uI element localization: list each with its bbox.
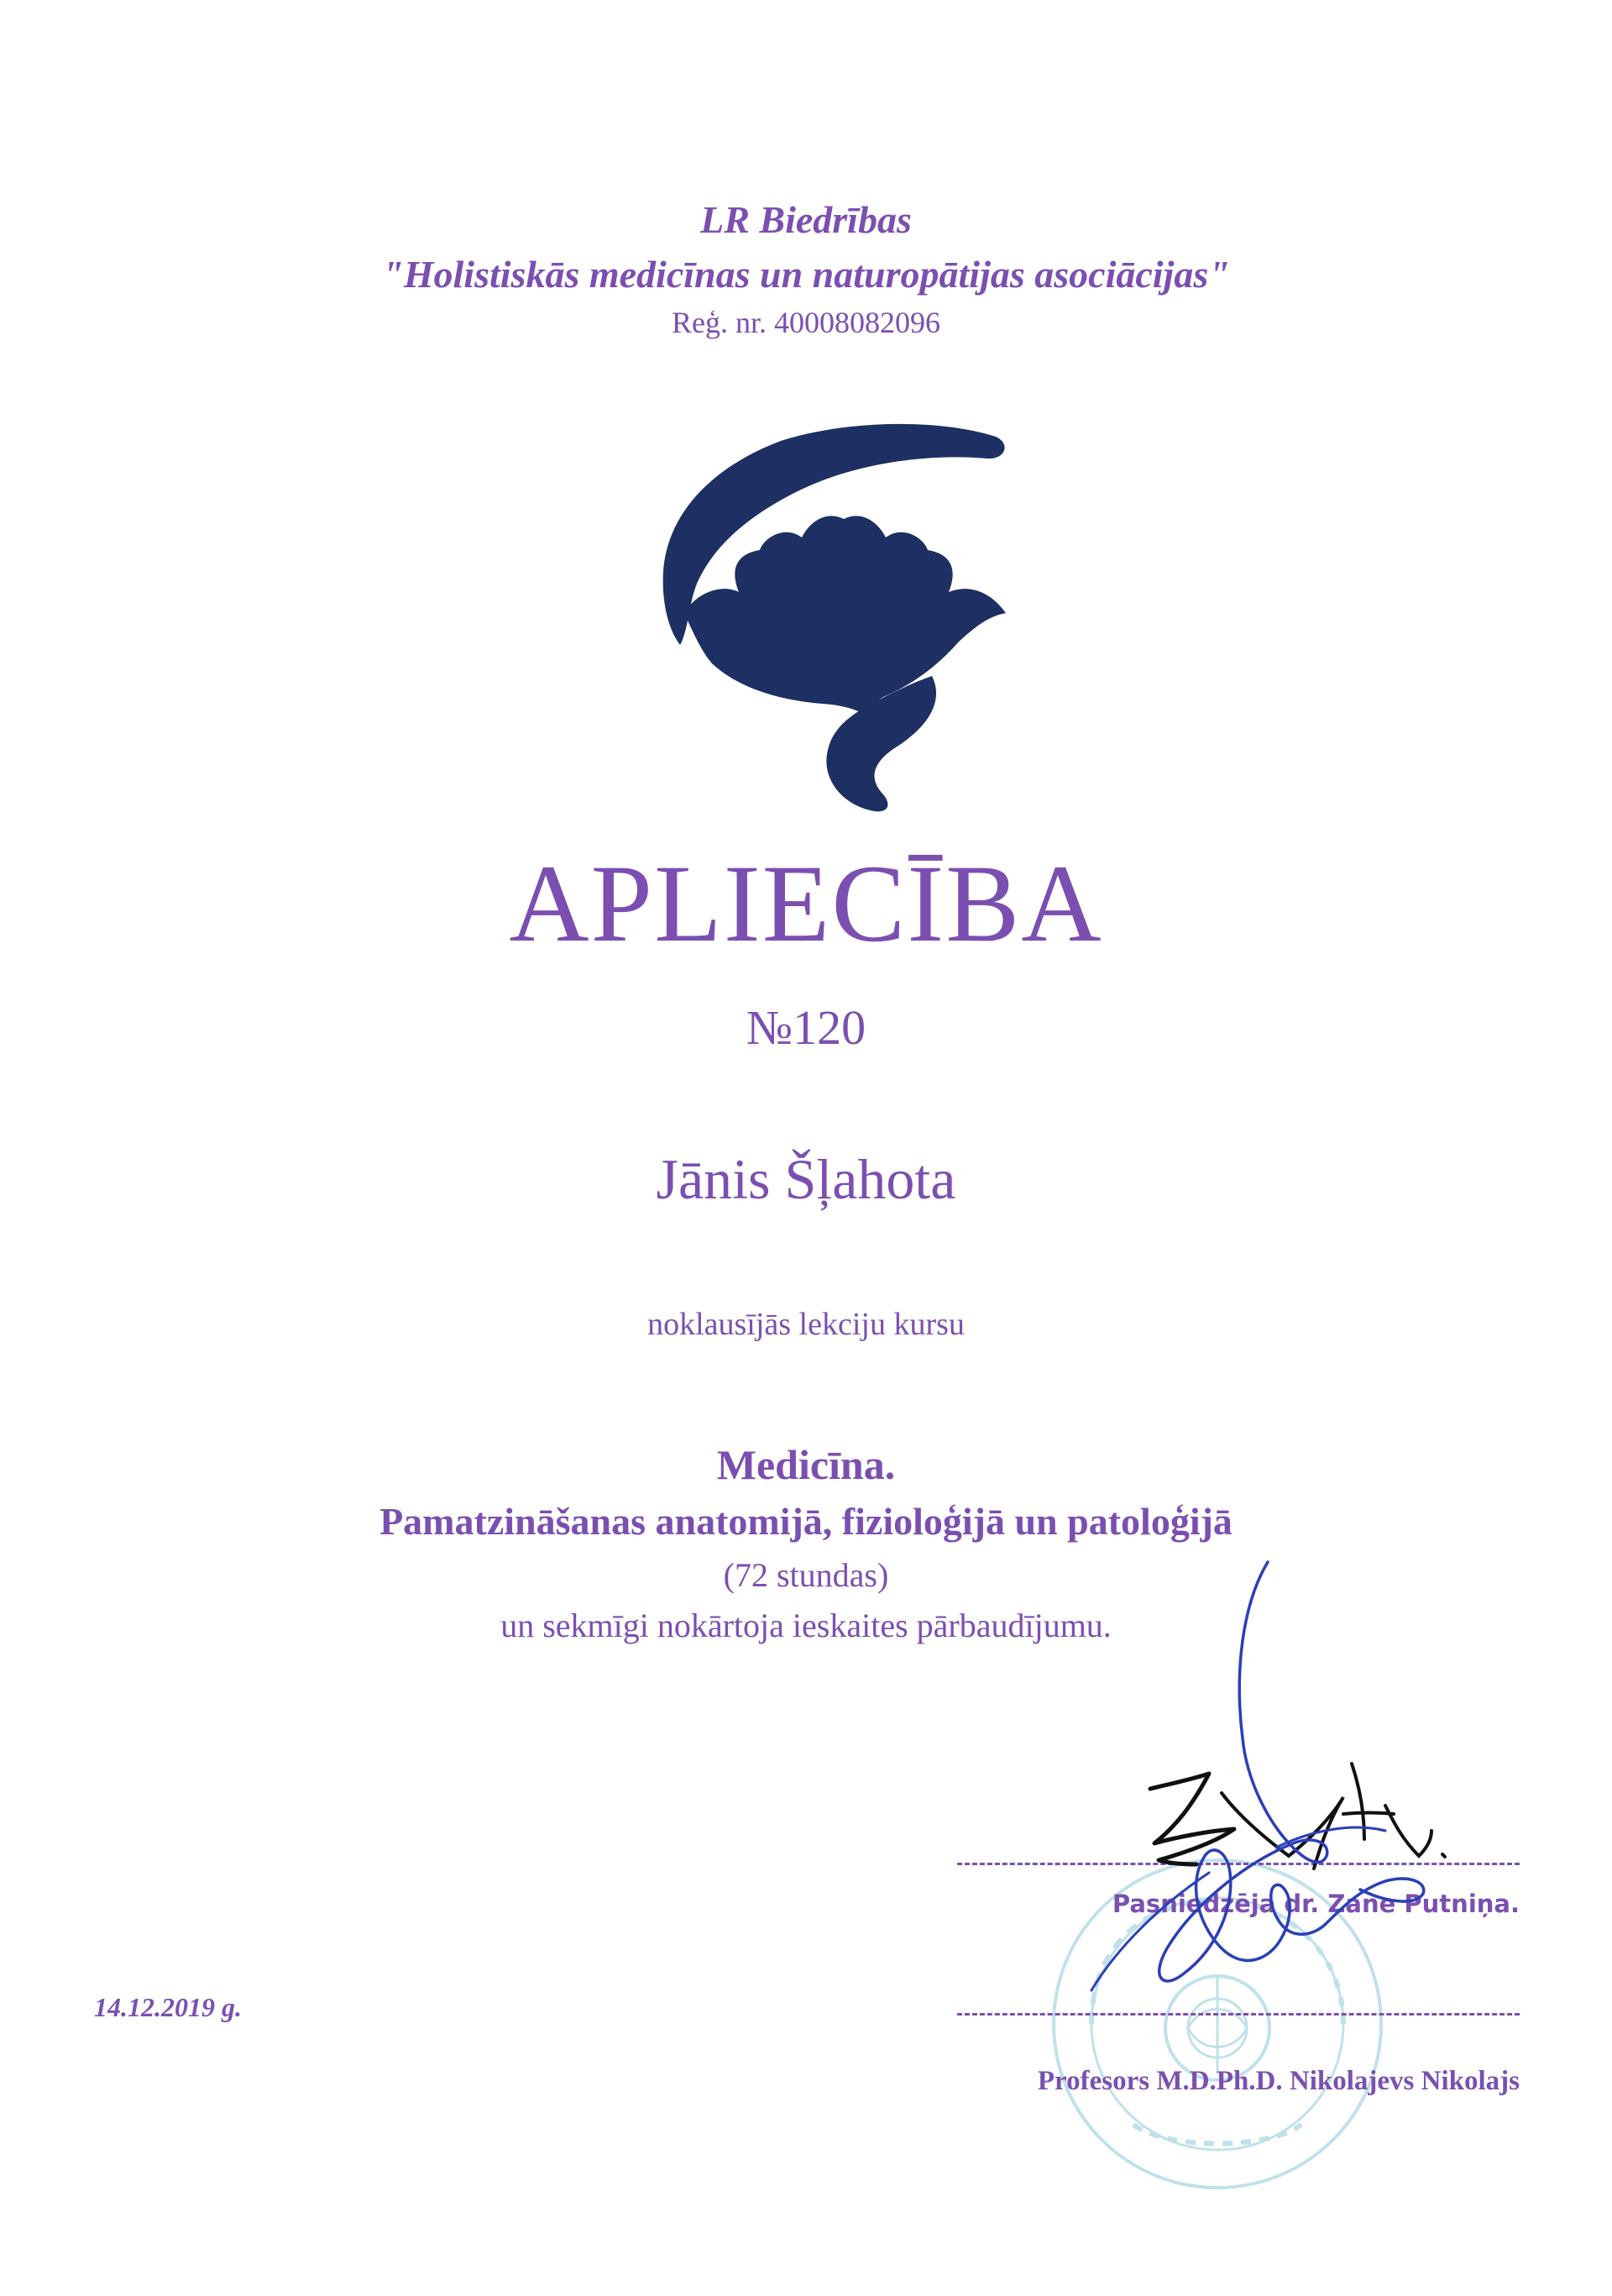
professor-signature-icon [991, 1554, 1444, 2016]
organization-name-line-2: "Holistiskās medicīnas un naturopātijas asociācijas" [382, 253, 1230, 296]
registration-number: Reģ. nr. 40008082096 [672, 306, 940, 339]
certificate-number: №120 [746, 1000, 866, 1055]
attendance-statement: noklausījās lekciju kursu [647, 1307, 965, 1342]
recipient-name: Jānis Šļahota [656, 1147, 956, 1211]
professor-caption: Profesors M.D.Ph.D. Nikolajevs Nikolajs [1037, 2066, 1520, 2096]
issue-date: 14.12.2019 g. [94, 1992, 242, 2022]
certificate-title: APLIECĪBA [509, 841, 1103, 965]
completion-statement: un sekmīgi nokārtoja ieskaites pārbaudījumu. [500, 1607, 1112, 1644]
lecturer-caption: Pasniedzēja dr. Zane Putniņa. [1112, 1890, 1520, 1918]
course-subtitle: Pamatzināšanas anatomijā, fizioloģijā un patoloģijā [379, 1500, 1233, 1543]
bowl-of-hygieia-logo-icon [655, 420, 1033, 815]
organization-name-line-1: LR Biedrības [700, 198, 912, 241]
course-hours: (72 stundas) [723, 1556, 889, 1594]
course-title: Medicīna. [716, 1441, 896, 1488]
